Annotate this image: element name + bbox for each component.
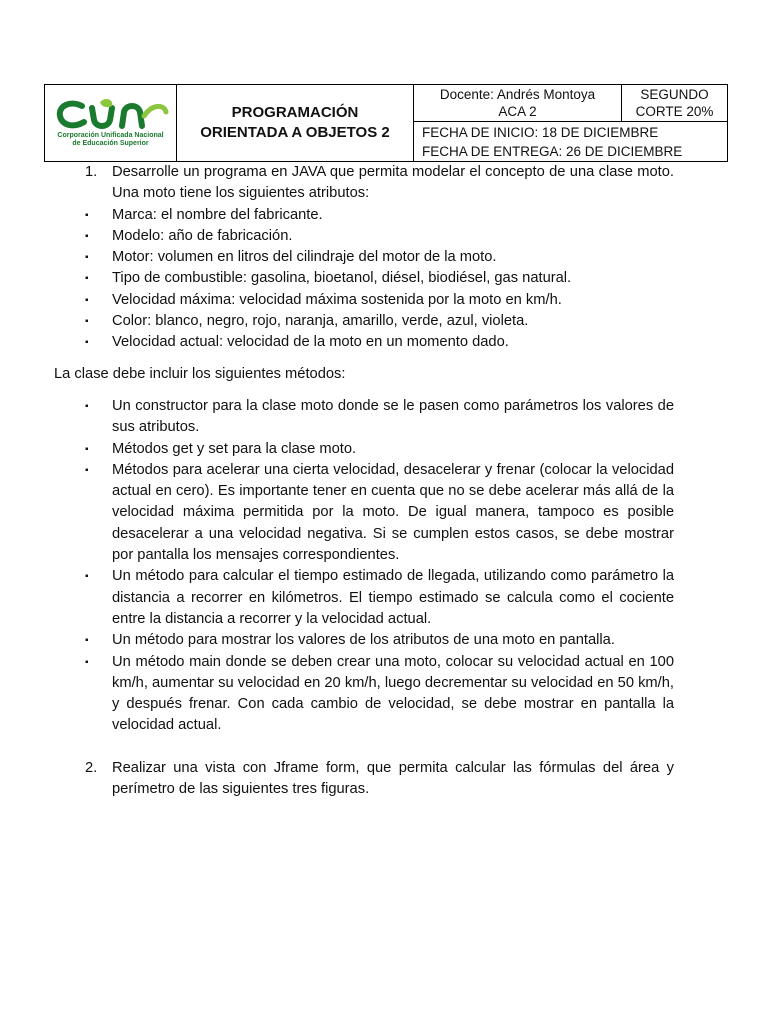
- bullet-icon: ▪: [85, 316, 89, 328]
- attribute-text: Tipo de combustible: gasolina, bioetanol, diésel, biodiésel, gas natural.: [112, 270, 572, 287]
- method-text: Métodos para acelerar una cierta velocidad, desacelerar y frenar (colocar la velocidad actual en cero). Es importante tener en cuenta que no se debe acelerar más allá de la velocidad máxima permitida por la moto. De igual manera, tampoco es posible desacelerar a una velocidad negativa. Si se cumplen estos casos, se debe mostrar por pantalla los mensajes correspondientes.: [112, 461, 674, 564]
- bullet-icon: ▪: [85, 635, 89, 647]
- attributes-list: [44, 205, 674, 354]
- assignment-body: [44, 162, 674, 800]
- attribute-text: Marca: el nombre del fabricante.: [112, 206, 323, 223]
- list-item: [44, 630, 674, 651]
- task-1-text: Desarrolle un programa en JAVA que permita modelar el concepto de una clase moto. Una moto tiene los siguientes atributos:: [112, 164, 674, 202]
- methods-list: [44, 396, 674, 737]
- attribute-text: Velocidad máxima: velocidad máxima sostenida por la moto en km/h.: [112, 291, 562, 308]
- course-title-line2: ORIENTADA A OBJETOS 2: [200, 124, 390, 141]
- list-item: [44, 566, 674, 630]
- method-text: Un método para mostrar los valores de los atributos de una moto en pantalla.: [112, 632, 615, 649]
- logo: [45, 85, 177, 162]
- bullet-icon: ▪: [85, 294, 89, 306]
- activity-code: ACA 2: [498, 104, 537, 119]
- logo-caption-line1: Corporación Unificada Nacional: [57, 132, 164, 139]
- list-item: [44, 332, 674, 353]
- method-text: Un método main donde se deben crear una moto, colocar su velocidad actual en 100 km/h, aumentar su velocidad en 20 km/h, luego decrementar su velocidad en 50 km/h, y después frenar. Con cada cambio de velocidad, se debe mostrar en pantalla la velocidad actual.: [112, 653, 674, 734]
- corte-line1: SEGUNDO: [640, 87, 709, 102]
- bullet-icon: ▪: [85, 230, 89, 242]
- list-item: [44, 396, 674, 439]
- logo-caption-line2: de Educación Superior: [72, 140, 149, 147]
- list-item: [44, 311, 674, 332]
- list-item: [44, 652, 674, 737]
- list-item: [44, 226, 674, 247]
- bullet-icon: ▪: [85, 209, 89, 221]
- attribute-text: Motor: volumen en litros del cilindraje del motor de la moto.: [112, 249, 497, 266]
- task-2: [44, 758, 674, 801]
- task-2-text: Realizar una vista con Jframe form, que permita calcular las fórmulas del área y perímetro de las siguientes tres figuras.: [112, 759, 674, 798]
- cun-logo-mark: [52, 98, 170, 132]
- bullet-icon: ▪: [85, 400, 89, 412]
- dates-cell: [414, 122, 728, 162]
- attribute-text: Velocidad actual: velocidad de la moto en un momento dado.: [112, 334, 509, 351]
- docente-cell: [414, 85, 622, 122]
- bullet-icon: ▪: [85, 337, 89, 349]
- attribute-text: Modelo: año de fabricación.: [112, 227, 293, 244]
- attribute-text: Color: blanco, negro, rojo, naranja, amarillo, verde, azul, violeta.: [112, 313, 529, 330]
- list-item: [44, 268, 674, 289]
- bullet-icon: ▪: [85, 464, 89, 476]
- bullet-icon: ▪: [85, 443, 89, 455]
- fecha-entrega: FECHA DE ENTREGA: 26 DE DICIEMBRE: [422, 143, 683, 159]
- bullet-icon: ▪: [85, 571, 89, 583]
- bullet-icon: ▪: [85, 252, 89, 264]
- task-1-number: 1.: [85, 164, 98, 180]
- list-item: [44, 290, 674, 311]
- task-2-number: 2.: [85, 759, 98, 776]
- method-text: Un constructor para la clase moto donde se le pasen como parámetros los valores de sus atributos.: [112, 397, 674, 436]
- list-item: [44, 460, 674, 566]
- fecha-inicio: FECHA DE INICIO: 18 DE DICIEMBRE: [422, 124, 659, 140]
- methods-intro: La clase debe incluir los siguientes métodos:: [54, 365, 346, 382]
- task-1: [44, 162, 674, 205]
- corte-line2: CORTE 20%: [635, 104, 714, 119]
- docente-name: Docente: Andrés Montoya: [439, 87, 596, 102]
- spacer: [44, 737, 674, 758]
- list-item: [44, 247, 674, 268]
- method-text: Un método para calcular el tiempo estimado de llegada, utilizando como parámetro la distancia a recorrer en kilómetros. El tiempo estimado se calcula como el cociente entre la distancia a recorrer y la velocidad actual.: [112, 568, 674, 627]
- bullet-icon: ▪: [85, 656, 89, 668]
- header-table: [44, 84, 728, 162]
- corte-cell: [622, 85, 728, 122]
- method-text: Métodos get y set para la clase moto.: [112, 440, 357, 457]
- course-title-line1: PROGRAMACIÓN: [231, 104, 359, 121]
- bullet-icon: ▪: [85, 273, 89, 285]
- list-item: [44, 205, 674, 226]
- course-title: [177, 85, 414, 162]
- list-item: [44, 439, 674, 460]
